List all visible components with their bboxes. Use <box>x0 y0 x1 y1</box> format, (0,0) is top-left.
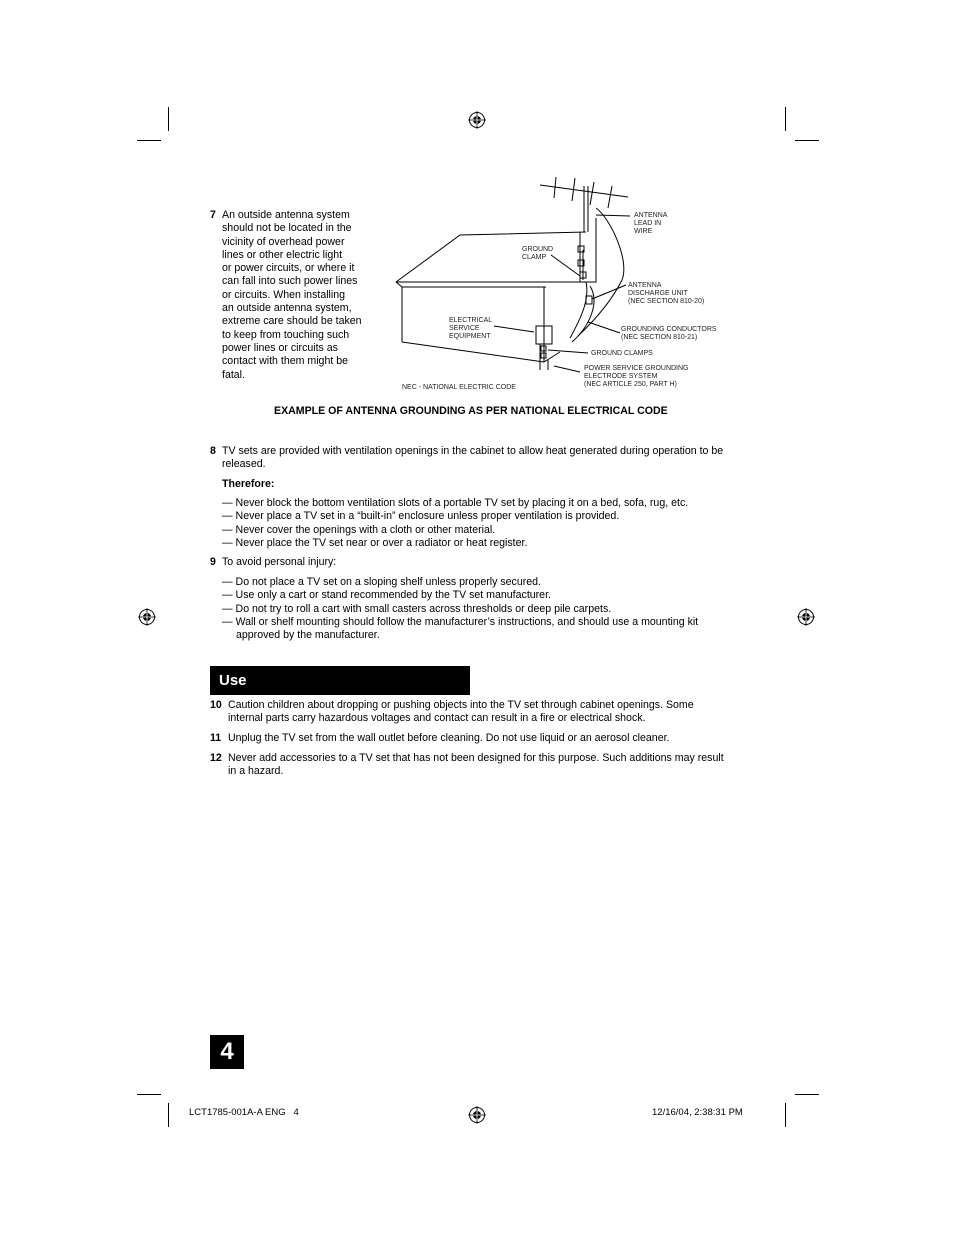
item-7-line: can fall into such power lines <box>222 275 358 288</box>
leader-line <box>548 350 588 353</box>
item-8-line: released. <box>222 458 266 471</box>
label-ground-clamps <box>591 350 653 358</box>
label-grounding-conductors <box>621 326 717 342</box>
label-line: ANTENNA <box>634 212 668 219</box>
grounding-conductor <box>572 286 594 342</box>
page-number: 4 <box>210 1035 244 1069</box>
crop-mark-bottom-left-v <box>168 1103 169 1127</box>
item-9-line: To avoid personal injury: <box>222 556 337 568</box>
label-antenna-discharge-unit <box>628 282 704 306</box>
item-7-line: contact with them might be <box>222 355 349 368</box>
label-line: SERVICE <box>449 325 480 332</box>
label-line: POWER SERVICE GROUNDING <box>584 365 689 372</box>
label-line: NEC - NATIONAL ELECTRIC CODE <box>402 384 516 391</box>
label-line: (NEC ARTICLE 250, PART H) <box>584 381 677 388</box>
bullet-item: — Wall or shelf mounting should follow the manufacturer’s instructions, and should use a mounting kit <box>222 615 699 628</box>
bullet-item: — Do not place a TV set on a sloping shelf unless properly secured. <box>222 576 541 588</box>
leader-line <box>494 326 534 332</box>
label-line: (NEC SECTION 810-21) <box>621 334 698 341</box>
item-11-line: Unplug the TV set from the wall outlet before cleaning. Do not use liquid or an aerosol cleaner. <box>228 732 670 744</box>
antenna-element <box>608 186 612 208</box>
diagram-caption: EXAMPLE OF ANTENNA GROUNDING AS PER NATIONAL ELECTRICAL CODE <box>274 405 668 417</box>
item-7-line: an outside antenna system, <box>222 302 352 315</box>
item-12-line: Never add accessories to a TV set that has not been designed for this purpose. Such additions may result <box>228 752 724 764</box>
bullet-item: — Never block the bottom ventilation slots of a portable TV set by placing it on a bed, sofa, rug, etc. <box>222 497 689 509</box>
label-line: GROUND CLAMPS <box>591 350 653 357</box>
item-12-number: 12 <box>210 752 222 764</box>
item-7-line: extreme care should be taken <box>222 315 362 328</box>
roof-edge <box>396 282 402 287</box>
bullet-item: — Do not try to roll a cart with small casters across thresholds or deep pile carpets. <box>222 602 612 615</box>
therefore-label: Therefore: <box>222 478 275 490</box>
crop-mark-bottom-left-h <box>137 1094 161 1095</box>
crop-mark-top-left-v <box>168 107 169 131</box>
crop-mark-top-right-h <box>795 140 819 141</box>
label-ground-clamp <box>522 246 553 262</box>
leader-line <box>596 215 630 216</box>
item-7-line: to keep from touching such <box>222 328 350 341</box>
bullet-item: — Never cover the openings with a cloth or other material. <box>222 523 496 536</box>
label-line: GROUND <box>522 246 554 253</box>
label-nec <box>402 384 516 392</box>
item-7-line: lines or other electric light <box>222 248 343 261</box>
item-8-line: TV sets are provided with ventilation openings in the cabinet to allow heat generated during operation to be <box>222 445 724 457</box>
label-line: ELECTRICAL <box>449 317 493 324</box>
crop-mark-top-right-v <box>785 107 786 131</box>
label-line: LEAD IN <box>634 220 662 227</box>
item-8-bullets <box>222 497 688 550</box>
item-7-line: An outside antenna system <box>222 209 350 221</box>
item-7-line: or circuits. When installing <box>222 288 346 301</box>
footer-timestamp: 12/16/04, 2:38:31 PM <box>652 1107 743 1118</box>
house-base <box>402 342 544 362</box>
item-8-number: 8 <box>210 445 216 457</box>
item-7-number: 7 <box>210 209 216 221</box>
item-12-line: in a hazard. <box>228 765 284 778</box>
footer-file-info: LCT1785-001A-A ENG 4 <box>189 1107 299 1118</box>
label-line: CLAMP <box>522 254 547 261</box>
registration-mark-bottom-icon <box>468 1106 486 1124</box>
label-line: WIRE <box>634 228 653 235</box>
label-line: ANTENNA <box>628 282 662 289</box>
bullet-item: — Never place a TV set in a “built-in” enclosure unless proper ventilation is provided. <box>222 510 620 523</box>
label-line: DISCHARGE UNIT <box>628 290 688 297</box>
item-7-line: should not be located in the <box>222 222 352 235</box>
item-7-line: fatal. <box>222 368 245 381</box>
registration-mark-top-icon <box>468 111 486 129</box>
leader-line <box>551 255 580 276</box>
label-line: GROUNDING CONDUCTORS <box>621 326 717 333</box>
antenna-element <box>590 182 594 205</box>
bullet-item-continued: approved by the manufacturer. <box>236 629 380 642</box>
label-electrical-service-equipment <box>449 317 492 341</box>
item-10-line: internal parts carry hazardous voltages and contact can result in a fire or electrical shock. <box>228 712 646 725</box>
leader-line <box>592 285 626 299</box>
leader-line <box>588 322 620 333</box>
leader-line <box>554 366 580 372</box>
item-7-line: vicinity of overhead power <box>222 235 345 248</box>
label-power-service-grounding <box>584 365 689 389</box>
roof-back <box>396 232 586 282</box>
bullet-item: — Use only a cart or stand recommended by the TV set manufacturer. <box>222 589 551 602</box>
section-header-use <box>210 666 470 695</box>
label-line: ELECTRODE SYSTEM <box>584 373 658 380</box>
item-9-bullets <box>222 576 698 642</box>
crop-mark-bottom-right-h <box>795 1094 819 1095</box>
item-11-number: 11 <box>210 732 222 744</box>
registration-mark-left-icon <box>138 608 156 626</box>
section-title: Use <box>219 672 247 689</box>
item-10-line: Caution children about dropping or pushing objects into the TV set through cabinet openings. Some <box>228 699 694 711</box>
item-10-number: 10 <box>210 699 222 711</box>
crop-mark-top-left-h <box>137 140 161 141</box>
label-antenna-lead-in-wire <box>634 212 667 236</box>
item-7-line: power lines or circuits as <box>222 341 338 354</box>
crop-mark-bottom-right-v <box>785 1103 786 1127</box>
registration-mark-right-icon <box>797 608 815 626</box>
label-line: (NEC SECTION 810-20) <box>628 298 705 305</box>
item-7-line: or power circuits, or where it <box>222 262 355 275</box>
label-line: EQUIPMENT <box>449 333 491 340</box>
bullet-item: — Never place the TV set near or over a radiator or heat register. <box>222 536 528 549</box>
item-9-number: 9 <box>210 556 216 568</box>
